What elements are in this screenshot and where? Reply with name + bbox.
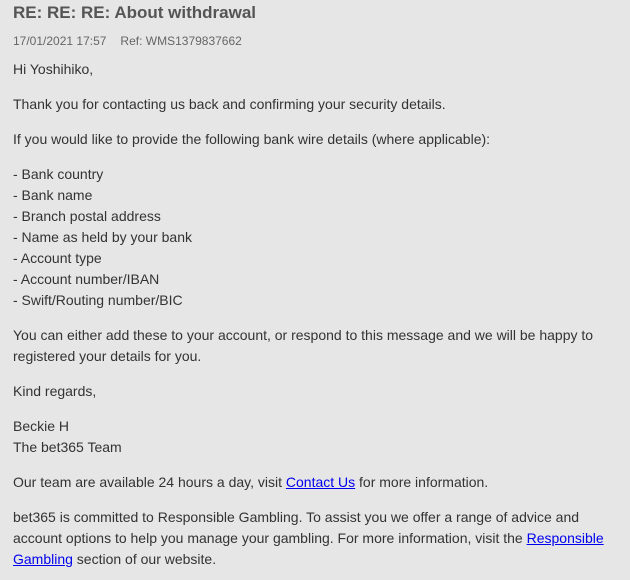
- email-reference: Ref: WMS1379837662: [120, 34, 242, 48]
- paragraph-thanks: Thank you for contacting us back and confirming your security details.: [13, 96, 446, 112]
- contact-text-after: for more information.: [355, 474, 489, 490]
- list-item: - Swift/Routing number/BIC: [13, 292, 183, 308]
- signature-name: Beckie H: [13, 418, 70, 434]
- list-item: - Bank country: [13, 166, 104, 182]
- email-subject: RE: RE: RE: About withdrawal: [13, 3, 257, 22]
- greeting: Hi Yoshihiko,: [13, 61, 94, 77]
- rg-text-before: bet365 is committed to Responsible Gambling. To assist you we offer a range of advice and account options to help you manage your gambling. For more information, visit the: [13, 509, 580, 546]
- paragraph-add-details: You can either add these to your account, or respond to this message and we will be happy to registered your details for you.: [13, 327, 594, 364]
- paragraph-bank-intro: If you would like to provide the following bank wire details (where applicable):: [13, 131, 491, 147]
- list-item: - Branch postal address: [13, 208, 161, 224]
- responsible-gambling-link[interactable]: Responsible Gambling: [13, 530, 604, 567]
- paragraph-contact: [13, 472, 488, 493]
- paragraph-responsible-gambling: [13, 507, 611, 570]
- list-item: - Account number/IBAN: [13, 271, 160, 287]
- list-item: - Name as held by your bank: [13, 229, 192, 245]
- contact-us-link[interactable]: Contact Us: [285, 474, 356, 490]
- contact-text-before: Our team are available 24 hours a day, visit: [13, 474, 286, 490]
- rg-text-after: section of our website.: [72, 551, 217, 567]
- email-meta: [13, 33, 242, 49]
- signature-team: The bet365 Team: [13, 439, 122, 455]
- list-item: - Bank name: [13, 187, 93, 203]
- closing: Kind regards,: [13, 383, 97, 399]
- bank-details-list: [13, 164, 192, 311]
- email-date: 17/01/2021 17:57: [13, 34, 107, 48]
- list-item: - Account type: [13, 250, 102, 266]
